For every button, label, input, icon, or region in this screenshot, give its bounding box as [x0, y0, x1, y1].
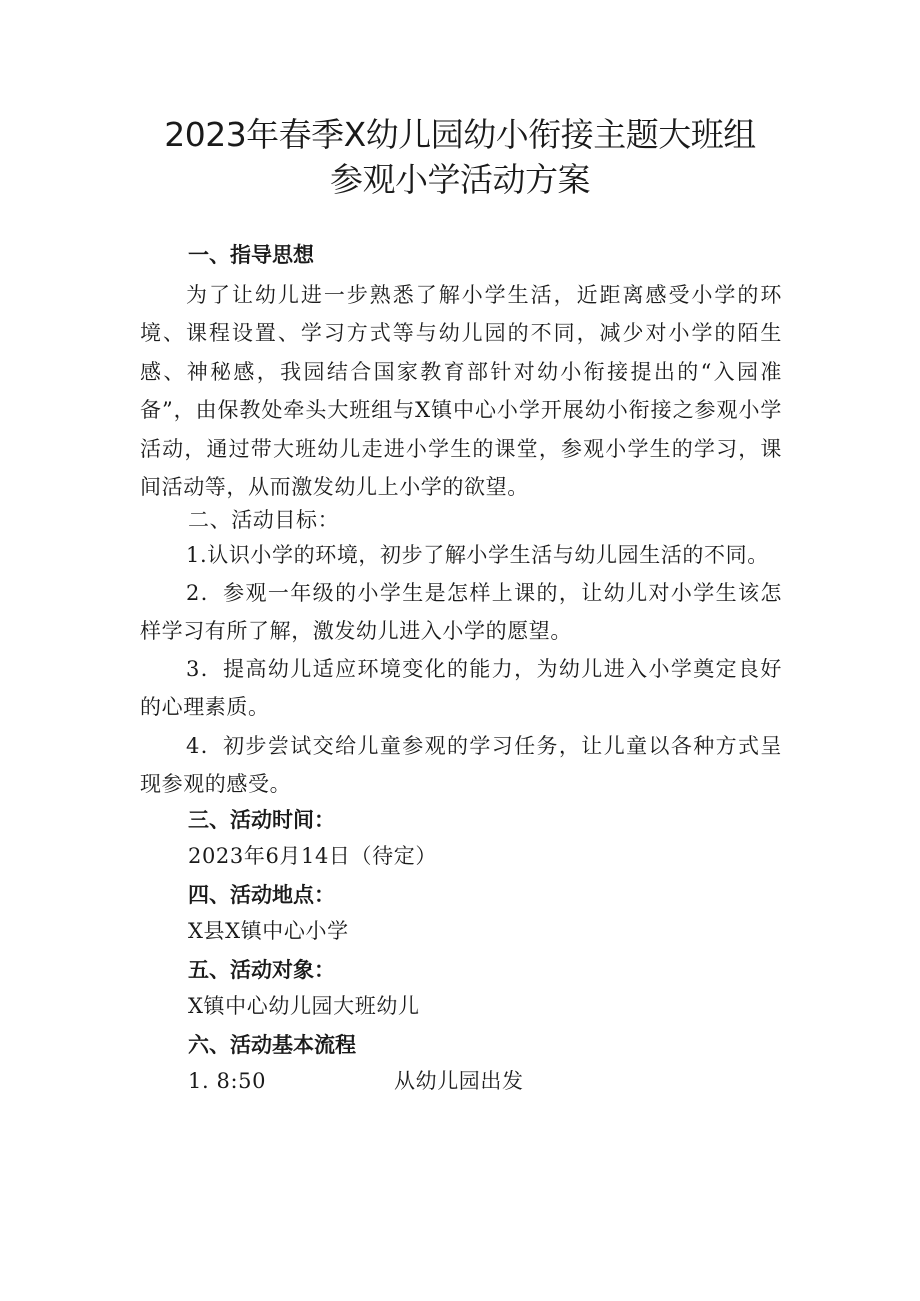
goal-item-1: 1.认识小学的环境，初步了解小学生活与幼儿园生活的不同。 — [186, 543, 769, 567]
section-heading-goals: 二、活动目标： — [188, 508, 340, 532]
process-step-desc: 从幼儿园出发 — [394, 1069, 524, 1093]
document-title-line-2: 参观小学活动方案 — [330, 160, 590, 199]
section-heading-time: 三、活动时间： — [188, 808, 335, 832]
section-heading-audience: 五、活动对象： — [188, 958, 335, 982]
activity-time-value: 2023年6月14日（待定） — [188, 844, 437, 868]
goal-item-3: 3．提高幼儿适应环境变化的能力，为幼儿进入小学奠定良好的心理素质。 — [140, 657, 782, 720]
section-heading-process: 六、活动基本流程 — [188, 1033, 356, 1057]
section-heading-guiding: 一、指导思想 — [188, 243, 314, 267]
goal-item-2: 2．参观一年级的小学生是怎样上课的，让幼儿对小学生该怎样学习有所了解，激发幼儿进入小学的愿望。 — [140, 581, 782, 644]
process-step-time: 1. 8:50 — [188, 1069, 267, 1093]
section-heading-location: 四、活动地点： — [188, 883, 335, 907]
activity-audience-value: X镇中心幼儿园大班幼儿 — [188, 994, 420, 1018]
document-title-line-1: 2023年春季X幼儿园幼小衔接主题大班组 — [164, 115, 756, 154]
guiding-paragraph: 为了让幼儿进一步熟悉了解小学生活，近距离感受小学的环境、课程设置、学习方式等与幼儿园的不同，减少对小学的陌生感、神秘感，我园结合国家教育部针对幼小衔接提出的“入园准备”，由保教处牵头大班组与X镇中心小学开展幼小衔接之参观小学活动，通过带大班幼儿走进小学生的课堂，参观小学生的学习，课间活动等，从而激发幼儿上小学的欲望。 — [140, 283, 782, 500]
activity-location-value: X县X镇中心小学 — [188, 919, 349, 943]
goal-item-4: 4．初步尝试交给儿童参观的学习任务，让儿童以各种方式呈现参观的感受。 — [140, 734, 782, 797]
